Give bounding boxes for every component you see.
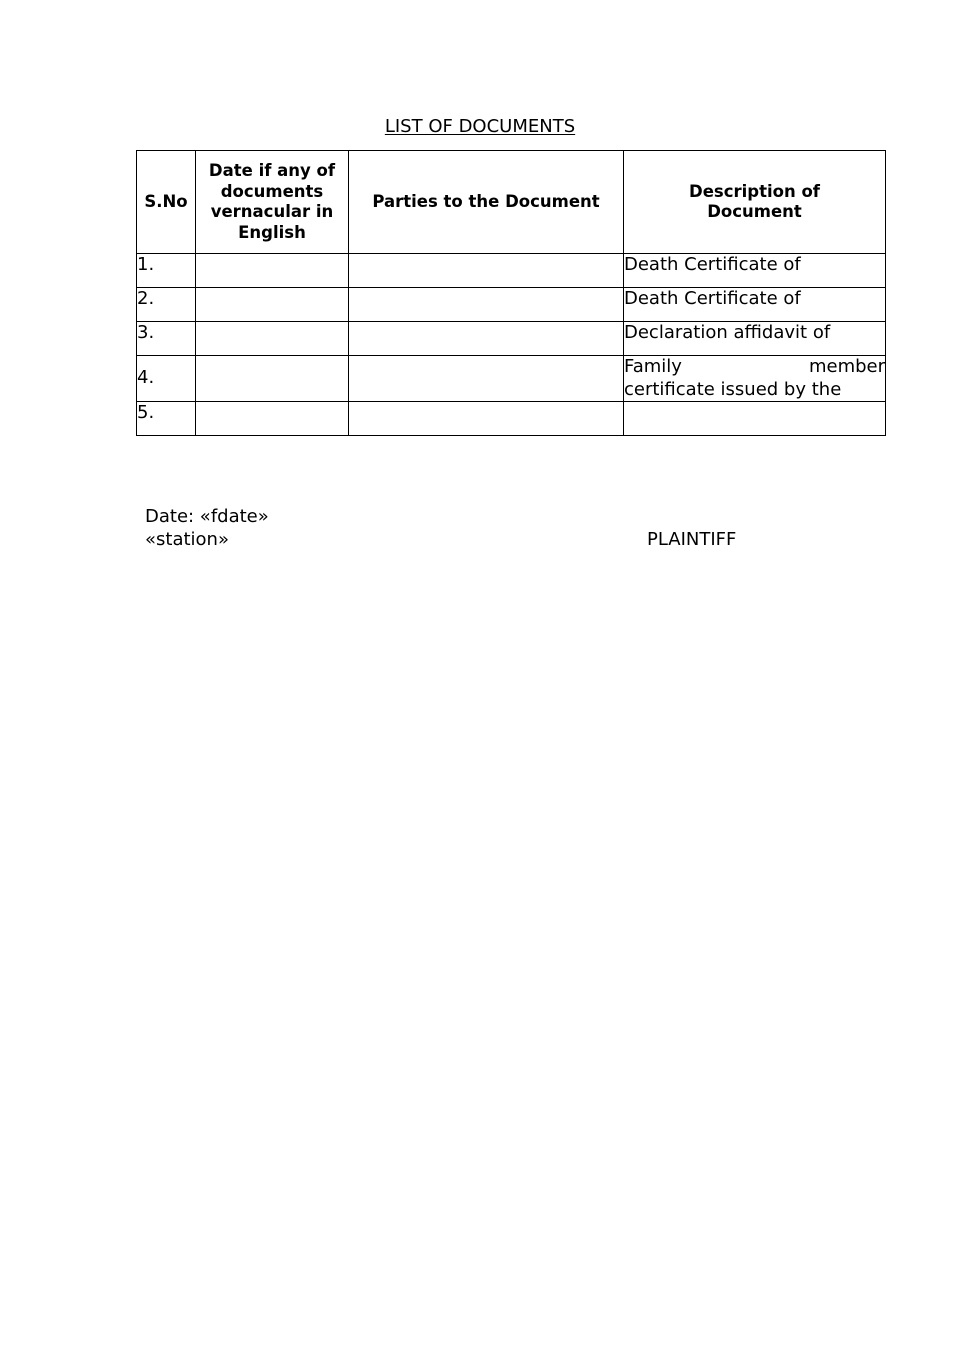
header-parties: Parties to the Document [349,151,624,254]
row-description-line: certificate issued by the [624,378,842,400]
table-row [137,254,886,288]
table-row [137,322,886,356]
row-description: Declaration affidavit of [624,322,886,356]
table-row [137,356,886,402]
row-description-line: Family member [624,356,885,377]
row-sno: 3. [137,322,196,356]
row-date [196,322,349,356]
table-header-row [137,151,886,254]
row-sno: 5. [137,402,196,436]
row-sno: 2. [137,288,196,322]
table-row [137,402,886,436]
documents-table [136,150,886,436]
row-description [624,356,886,402]
row-parties [349,254,624,288]
row-sno: 4. [137,356,196,402]
footer-signatory: PLAINTIFF [647,529,737,550]
footer-date: Date: «fdate» [145,506,269,527]
row-date [196,254,349,288]
row-sno: 1. [137,254,196,288]
footer-station: «station» [145,529,229,550]
row-parties [349,402,624,436]
header-sno: S.No [137,151,196,254]
row-parties [349,288,624,322]
row-date [196,402,349,436]
header-date: Date if any of documents vernacular in English [196,151,349,254]
row-date [196,288,349,322]
document-title: LIST OF DOCUMENTS [384,116,576,137]
row-parties [349,322,624,356]
row-parties [349,356,624,402]
row-date [196,356,349,402]
row-description: Death Certificate of [624,288,886,322]
row-description: Death Certificate of [624,254,886,288]
row-description [624,402,886,436]
header-description: Description of Document [624,151,886,254]
table-row [137,288,886,322]
